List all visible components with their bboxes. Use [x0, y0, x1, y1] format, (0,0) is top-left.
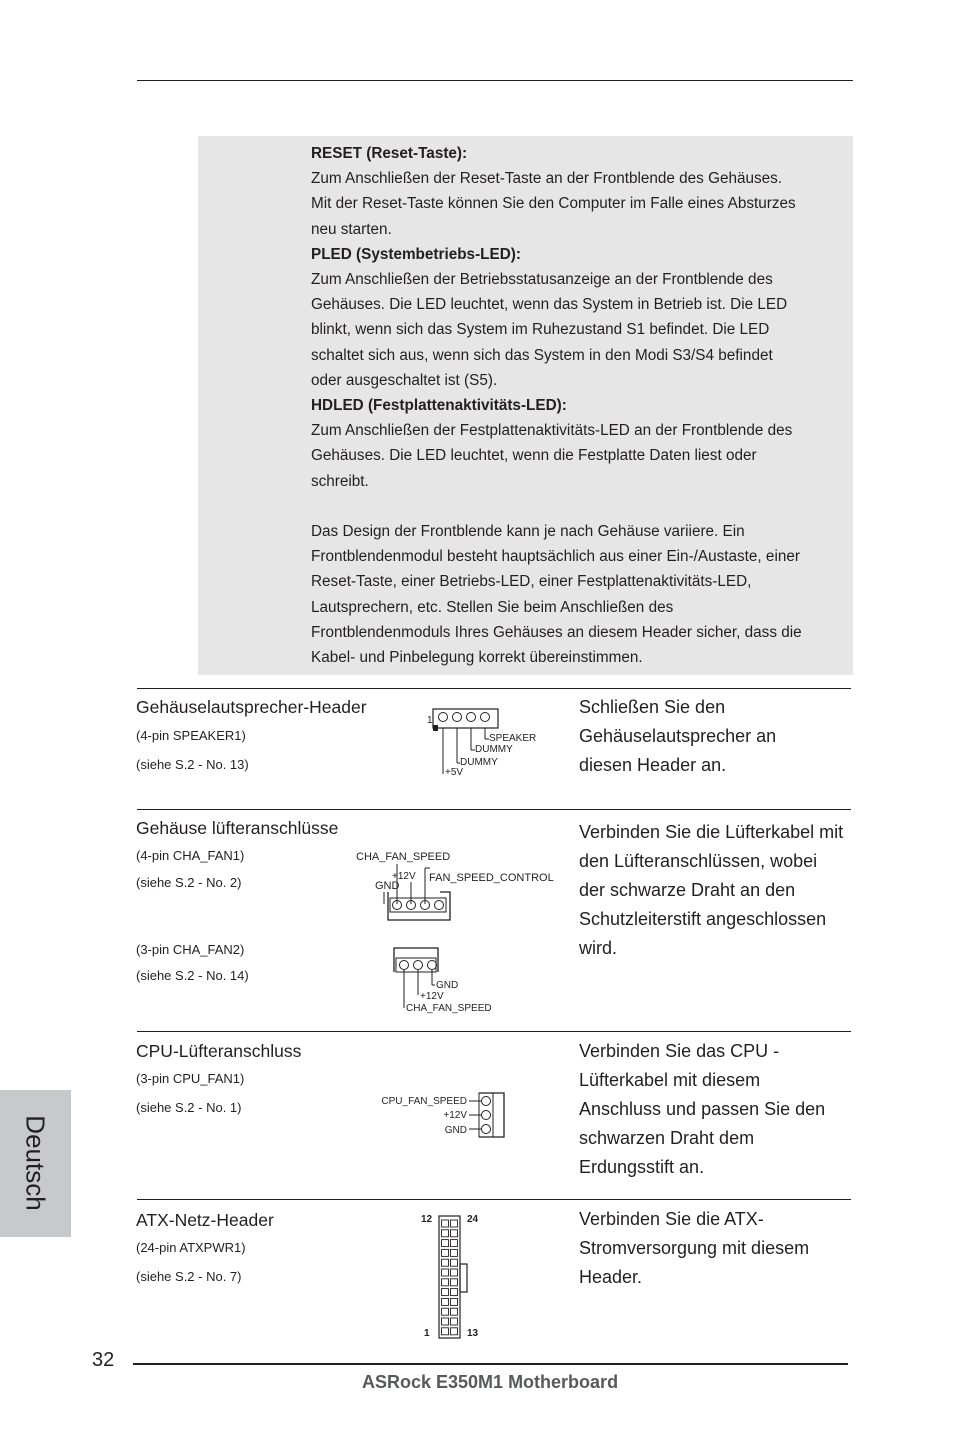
- pled-line: blinkt, wenn sich das System im Ruhezustand S1 befindet. Die LED: [311, 321, 770, 339]
- atx-pin: [451, 1298, 458, 1305]
- hdled-line: Gehäuses. Die LED leuchtet, wenn die Festplatte Daten liest oder: [311, 447, 757, 465]
- cpufan-title: CPU-Lüfteranschluss: [136, 1041, 302, 1061]
- pin1-label: 1: [427, 715, 433, 726]
- section-rule: [137, 1031, 851, 1032]
- chafan-title: Gehäuse lüfteranschlüsse: [136, 818, 339, 838]
- desc-line: Verbinden Sie die Lüfterkabel mit: [579, 822, 844, 842]
- front-panel-info-text: [311, 141, 856, 670]
- hdled-line: Zum Anschließen der Festplattenaktivitäts-LED an der Frontblende des: [311, 422, 793, 440]
- atx-pin-info: (24-pin ATXPWR1): [136, 1240, 246, 1255]
- paragraph-gap: [311, 494, 856, 519]
- atx-pin: [451, 1259, 458, 1266]
- speed-label: CPU_FAN_SPEED: [381, 1096, 467, 1107]
- section-rule: [137, 688, 851, 689]
- pled-heading: PLED (Systembetriebs-LED):: [311, 245, 521, 263]
- chafan-description: [579, 818, 869, 963]
- desc-line: schwarzen Draht dem: [579, 1128, 755, 1148]
- reset-line: Zum Anschließen der Reset-Taste an der Frontblende des Gehäuses.: [311, 170, 783, 188]
- hdled-heading: HDLED (Festplattenaktivitäts-LED):: [311, 397, 567, 415]
- atx-pin: [442, 1240, 449, 1247]
- atx-pin: [442, 1298, 449, 1305]
- chafan1-page-ref: (siehe S.2 - No. 2): [136, 875, 242, 890]
- language-side-tab: [0, 1090, 71, 1237]
- atx-pin: [442, 1220, 449, 1227]
- chafan1-pin-info: (4-pin CHA_FAN1): [136, 848, 245, 863]
- desc-line: Verbinden Sie die ATX-: [579, 1209, 764, 1229]
- atx-description: [579, 1205, 869, 1292]
- pled-line: oder ausgeschaltet ist (S5).: [311, 371, 498, 389]
- desc-line: Header.: [579, 1267, 643, 1287]
- reset-line: neu starten.: [311, 220, 392, 238]
- section-rule: [137, 809, 851, 810]
- hdled-line: schreibt.: [311, 472, 369, 490]
- cpufan-pin-info: (3-pin CPU_FAN1): [136, 1071, 245, 1086]
- header-rule: [137, 80, 853, 81]
- speaker-title: Gehäuselautsprecher-Header: [136, 697, 367, 717]
- atx-pin: [442, 1308, 449, 1315]
- chafan2-pin-info: (3-pin CHA_FAN2): [136, 942, 245, 957]
- design-line: Frontblendenmoduls Ihres Gehäuses an diesem Header sicher, dass die: [311, 623, 802, 641]
- reset-line: Mit der Reset-Taste können Sie den Computer im Falle eines Absturzes: [311, 195, 796, 213]
- atx-pin: [442, 1289, 449, 1296]
- design-line: Lautsprechern, etc. Stellen Sie beim Anschließen des: [311, 598, 674, 616]
- atx-pin: [442, 1328, 449, 1335]
- pled-line: Zum Anschließen der Betriebsstatusanzeige an der Frontblende des: [311, 271, 773, 289]
- gnd-label: GND: [436, 980, 459, 991]
- chafan2-connector-diagram: [392, 944, 502, 1016]
- chafan2-page-ref: (siehe S.2 - No. 14): [136, 968, 249, 983]
- atx-pin: [442, 1259, 449, 1266]
- atx-pin: [451, 1240, 458, 1247]
- atx-pin: [451, 1289, 458, 1296]
- atx-pin: [451, 1279, 458, 1286]
- atx-pin: [451, 1328, 458, 1335]
- atx-pin: [442, 1230, 449, 1237]
- cpufan-page-ref: (siehe S.2 - No. 1): [136, 1100, 242, 1115]
- atx-pin: [442, 1279, 449, 1286]
- dummy-pin-label: DUMMY: [460, 757, 498, 768]
- desc-line: der schwarze Draht an den: [579, 880, 796, 900]
- pled-line: schaltet sich aus, wenn sich das System in den Modi S3/S4 befindet: [311, 346, 773, 364]
- design-line: Das Design der Frontblende kann je nach Gehäuse variiere. Ein: [311, 523, 745, 541]
- speaker-pin-label: SPEAKER: [489, 733, 537, 744]
- pin13-label: 13: [467, 1328, 479, 1339]
- footer-title: ASRock E350M1 Motherboard: [362, 1372, 619, 1392]
- design-line: Reset-Taste, einer Betriebs-LED, einer Festplattenaktivitäts-LED,: [311, 573, 752, 591]
- atx-title: ATX-Netz-Header: [136, 1210, 274, 1230]
- v12-label: +12V: [420, 991, 444, 1002]
- atx-pin: [451, 1230, 458, 1237]
- desc-line: Erdungsstift an.: [579, 1157, 705, 1177]
- pin24-label: 24: [467, 1214, 479, 1225]
- page-number: 32: [92, 1349, 115, 1371]
- desc-line: Stromversorgung mit diesem: [579, 1238, 810, 1258]
- section-rule: [137, 1199, 851, 1200]
- speaker-pin-info: (4-pin SPEAKER1): [136, 728, 246, 743]
- gnd-label: GND: [375, 880, 400, 892]
- atx-pin: [451, 1318, 458, 1325]
- desc-line: den Lüfteranschlüssen, wobei: [579, 851, 818, 871]
- v12-label: +12V: [392, 871, 416, 882]
- gnd-label: GND: [444, 1125, 467, 1136]
- atx-pin: [442, 1249, 449, 1256]
- atx-connector-diagram: [418, 1208, 490, 1342]
- design-line: Kabel- und Pinbelegung korrekt übereinstimmen.: [311, 649, 643, 667]
- footer-rule: [133, 1363, 848, 1365]
- speaker-page-ref: (siehe S.2 - No. 13): [136, 757, 249, 772]
- desc-line: Anschluss und passen Sie den: [579, 1099, 826, 1119]
- pin1-label: 1: [424, 1328, 430, 1339]
- plus5v-pin-label: +5V: [445, 767, 464, 778]
- speaker-description: [579, 693, 869, 780]
- pin12-label: 12: [421, 1214, 433, 1225]
- desc-line: Gehäuselautsprecher an: [579, 726, 777, 746]
- reset-heading: RESET (Reset-Taste):: [311, 145, 468, 162]
- chafan1-connector-diagram: [354, 848, 558, 924]
- atx-pin: [451, 1269, 458, 1276]
- language-tab-label: Deutsch: [20, 1115, 51, 1211]
- desc-line: Verbinden Sie das CPU -: [579, 1041, 780, 1061]
- atx-pin: [442, 1318, 449, 1325]
- desc-line: Schutzleiterstift angeschlossen: [579, 909, 827, 929]
- atx-pin: [451, 1308, 458, 1315]
- desc-line: wird.: [579, 938, 618, 958]
- speed-label: CHA_FAN_SPEED: [406, 1003, 492, 1014]
- cpufan-connector-diagram: [378, 1090, 510, 1142]
- speaker-connector-diagram: [424, 703, 542, 781]
- control-label: FAN_SPEED_CONTROL: [429, 872, 554, 884]
- v12-label: +12V: [443, 1110, 467, 1121]
- desc-line: diesen Header an.: [579, 755, 727, 775]
- atx-page-ref: (siehe S.2 - No. 7): [136, 1269, 242, 1284]
- cpufan-description: [579, 1037, 869, 1182]
- atx-pin: [451, 1220, 458, 1227]
- design-line: Frontblendenmodul besteht hauptsächlich aus einer Ein-/Austaste, einer: [311, 548, 800, 566]
- speed-label: CHA_FAN_SPEED: [356, 851, 451, 863]
- desc-line: Lüfterkabel mit diesem: [579, 1070, 761, 1090]
- pled-line: Gehäuses. Die LED leuchtet, wenn das System in Betrieb ist. Die LED: [311, 296, 788, 314]
- atx-pin: [451, 1249, 458, 1256]
- desc-line: Schließen Sie den: [579, 697, 726, 717]
- atx-pin: [442, 1269, 449, 1276]
- dummy-pin-label: DUMMY: [475, 744, 513, 755]
